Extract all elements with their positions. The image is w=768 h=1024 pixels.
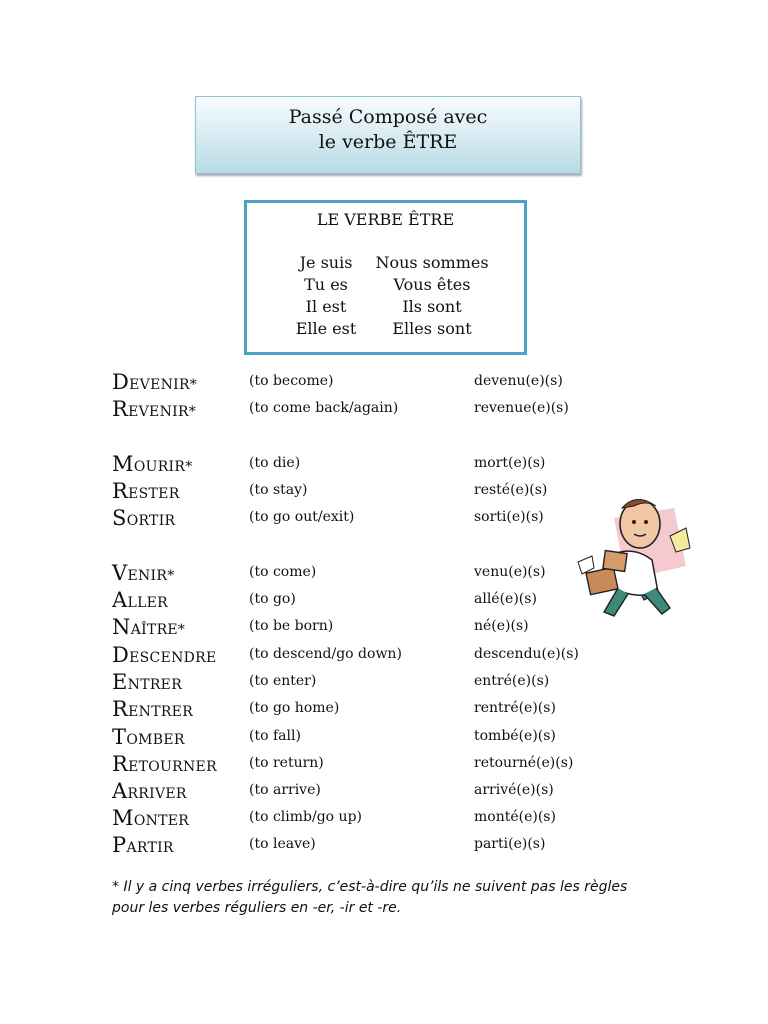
conj-singular: Je suis	[299, 253, 353, 272]
verb-row	[112, 725, 632, 749]
clipart-box	[586, 567, 618, 594]
verb-participle: retourné(e)(s)	[474, 755, 574, 771]
verb-row	[112, 779, 632, 803]
verb-translation: (to fall)	[249, 728, 301, 744]
conj-singular: Tu es	[304, 275, 348, 294]
verb-initial: P	[112, 833, 127, 857]
verb-row	[112, 370, 632, 394]
verb-translation: (to die)	[249, 455, 301, 471]
verb-infinitive	[112, 643, 217, 667]
verb-infinitive	[112, 452, 193, 476]
verb-infinitive	[112, 779, 187, 803]
etre-conjugation-box	[244, 200, 527, 355]
verb-rest: ONTER	[133, 813, 190, 829]
verb-translation: (to come back/again)	[249, 400, 399, 416]
verb-participle: né(e)(s)	[474, 618, 529, 634]
verb-infinitive	[112, 670, 182, 694]
verb-infinitive	[112, 697, 193, 721]
verb-row	[112, 670, 632, 694]
verb-infinitive	[112, 370, 197, 394]
conj-plural: Vous êtes	[393, 275, 471, 294]
verb-rest: OMBER	[126, 732, 185, 748]
verb-row	[112, 833, 632, 857]
verb-participle: venu(e)(s)	[474, 564, 546, 580]
verb-participle: allé(e)(s)	[474, 591, 537, 607]
verb-translation: (to stay)	[249, 482, 308, 498]
verb-translation: (to become)	[249, 373, 334, 389]
verb-participle: entré(e)(s)	[474, 673, 550, 689]
verb-initial: A	[112, 588, 128, 612]
verb-initial: V	[112, 561, 128, 585]
verb-row	[112, 397, 632, 421]
verb-translation: (to enter)	[249, 673, 317, 689]
verb-rest: ENIR*	[127, 568, 175, 584]
verb-participle: rentré(e)(s)	[474, 700, 556, 716]
verb-initial: E	[112, 670, 128, 694]
verb-rest: ETOURNER	[128, 759, 217, 775]
verb-translation: (to return)	[249, 755, 324, 771]
footnote	[112, 877, 652, 919]
verb-participle: devenu(e)(s)	[474, 373, 563, 389]
verb-initial: D	[112, 643, 130, 667]
verb-initial: R	[112, 752, 129, 776]
verb-translation: (to go)	[249, 591, 296, 607]
verb-initial: A	[112, 779, 128, 803]
conj-plural: Nous sommes	[375, 253, 489, 272]
verb-rest: AÎTRE*	[130, 622, 186, 638]
verb-initial: R	[112, 397, 129, 421]
verb-infinitive	[112, 615, 185, 639]
verb-rest: ESTER	[128, 486, 180, 502]
conj-row	[247, 319, 524, 341]
verb-translation: (to arrive)	[249, 782, 321, 798]
title-banner	[195, 96, 581, 174]
verb-row	[112, 588, 632, 612]
verb-initial: M	[112, 806, 134, 830]
conj-singular: Il est	[305, 297, 347, 316]
title-line-2: le verbe ÊTRE	[318, 131, 458, 153]
verb-initial: T	[112, 725, 127, 749]
verb-infinitive	[112, 833, 174, 857]
verb-rest: OURIR*	[133, 459, 193, 475]
conj-plural: Elles sont	[392, 319, 472, 338]
verb-rest: EVENIR*	[129, 377, 198, 393]
etre-conjugation-table	[247, 253, 524, 341]
title-line-1: Passé Composé avec	[288, 106, 488, 128]
verb-row	[112, 561, 632, 585]
verb-row	[112, 752, 632, 776]
verb-initial: R	[112, 479, 129, 503]
clipart-box	[603, 551, 627, 572]
verb-rest: ESCENDRE	[129, 650, 217, 666]
verb-row	[112, 643, 632, 667]
verb-infinitive	[112, 588, 168, 612]
verb-infinitive	[112, 561, 175, 585]
verb-infinitive	[112, 806, 189, 830]
verb-translation: (to go out/exit)	[249, 509, 355, 525]
running-man-clipart-icon	[574, 488, 694, 622]
verb-participle: revenue(e)(s)	[474, 400, 569, 416]
verb-participle: arrivé(e)(s)	[474, 782, 554, 798]
verb-row	[112, 697, 632, 721]
verb-participle: tombé(e)(s)	[474, 728, 556, 744]
verb-initial: R	[112, 697, 129, 721]
footnote-line-2: pour les verbes réguliers en -er, -ir et -re.	[112, 900, 402, 916]
verb-rest: NTRER	[127, 677, 183, 693]
verb-infinitive	[112, 725, 185, 749]
verb-participle: parti(e)(s)	[474, 836, 546, 852]
verb-initial: N	[112, 615, 131, 639]
verb-row	[112, 806, 632, 830]
verb-initial: M	[112, 452, 134, 476]
verb-translation: (to leave)	[249, 836, 316, 852]
verb-infinitive	[112, 397, 196, 421]
verb-row	[112, 452, 632, 476]
verb-rest: ORTIR	[126, 513, 176, 529]
verb-infinitive	[112, 506, 175, 530]
verb-participle: mort(e)(s)	[474, 455, 546, 471]
verb-translation: (to come)	[249, 564, 317, 580]
clipart-leg	[604, 588, 628, 616]
conj-plural: Ils sont	[402, 297, 462, 316]
verb-initial: D	[112, 370, 130, 394]
verb-rest: EVENIR*	[128, 404, 197, 420]
verb-row	[112, 506, 632, 530]
verb-rest: LLER	[127, 595, 169, 611]
footnote-line-1: * Il y a cinq verbes irréguliers, c’est-à-dire qu’ils ne suivent pas les règles	[112, 879, 628, 895]
verb-row	[112, 615, 632, 639]
verb-participle: sorti(e)(s)	[474, 509, 544, 525]
conj-singular: Elle est	[295, 319, 357, 338]
verb-infinitive	[112, 479, 180, 503]
verb-initial: S	[112, 506, 127, 530]
etre-box-title: LE VERBE ÊTRE	[316, 210, 455, 229]
verb-row	[112, 479, 632, 503]
verb-participle: monté(e)(s)	[474, 809, 556, 825]
verb-translation: (to be born)	[249, 618, 334, 634]
verb-translation: (to descend/go down)	[249, 646, 402, 662]
verb-translation: (to climb/go up)	[249, 809, 362, 825]
verb-rest: RRIVER	[127, 786, 187, 802]
verb-rest: ARTIR	[126, 840, 174, 856]
verb-participle: resté(e)(s)	[474, 482, 548, 498]
verb-rest: ENTRER	[128, 704, 194, 720]
verb-translation: (to go home)	[249, 700, 340, 716]
conj-row	[247, 297, 524, 319]
verb-participle: descendu(e)(s)	[474, 646, 579, 662]
conj-row	[247, 275, 524, 297]
verb-infinitive	[112, 752, 217, 776]
conj-row	[247, 253, 524, 275]
